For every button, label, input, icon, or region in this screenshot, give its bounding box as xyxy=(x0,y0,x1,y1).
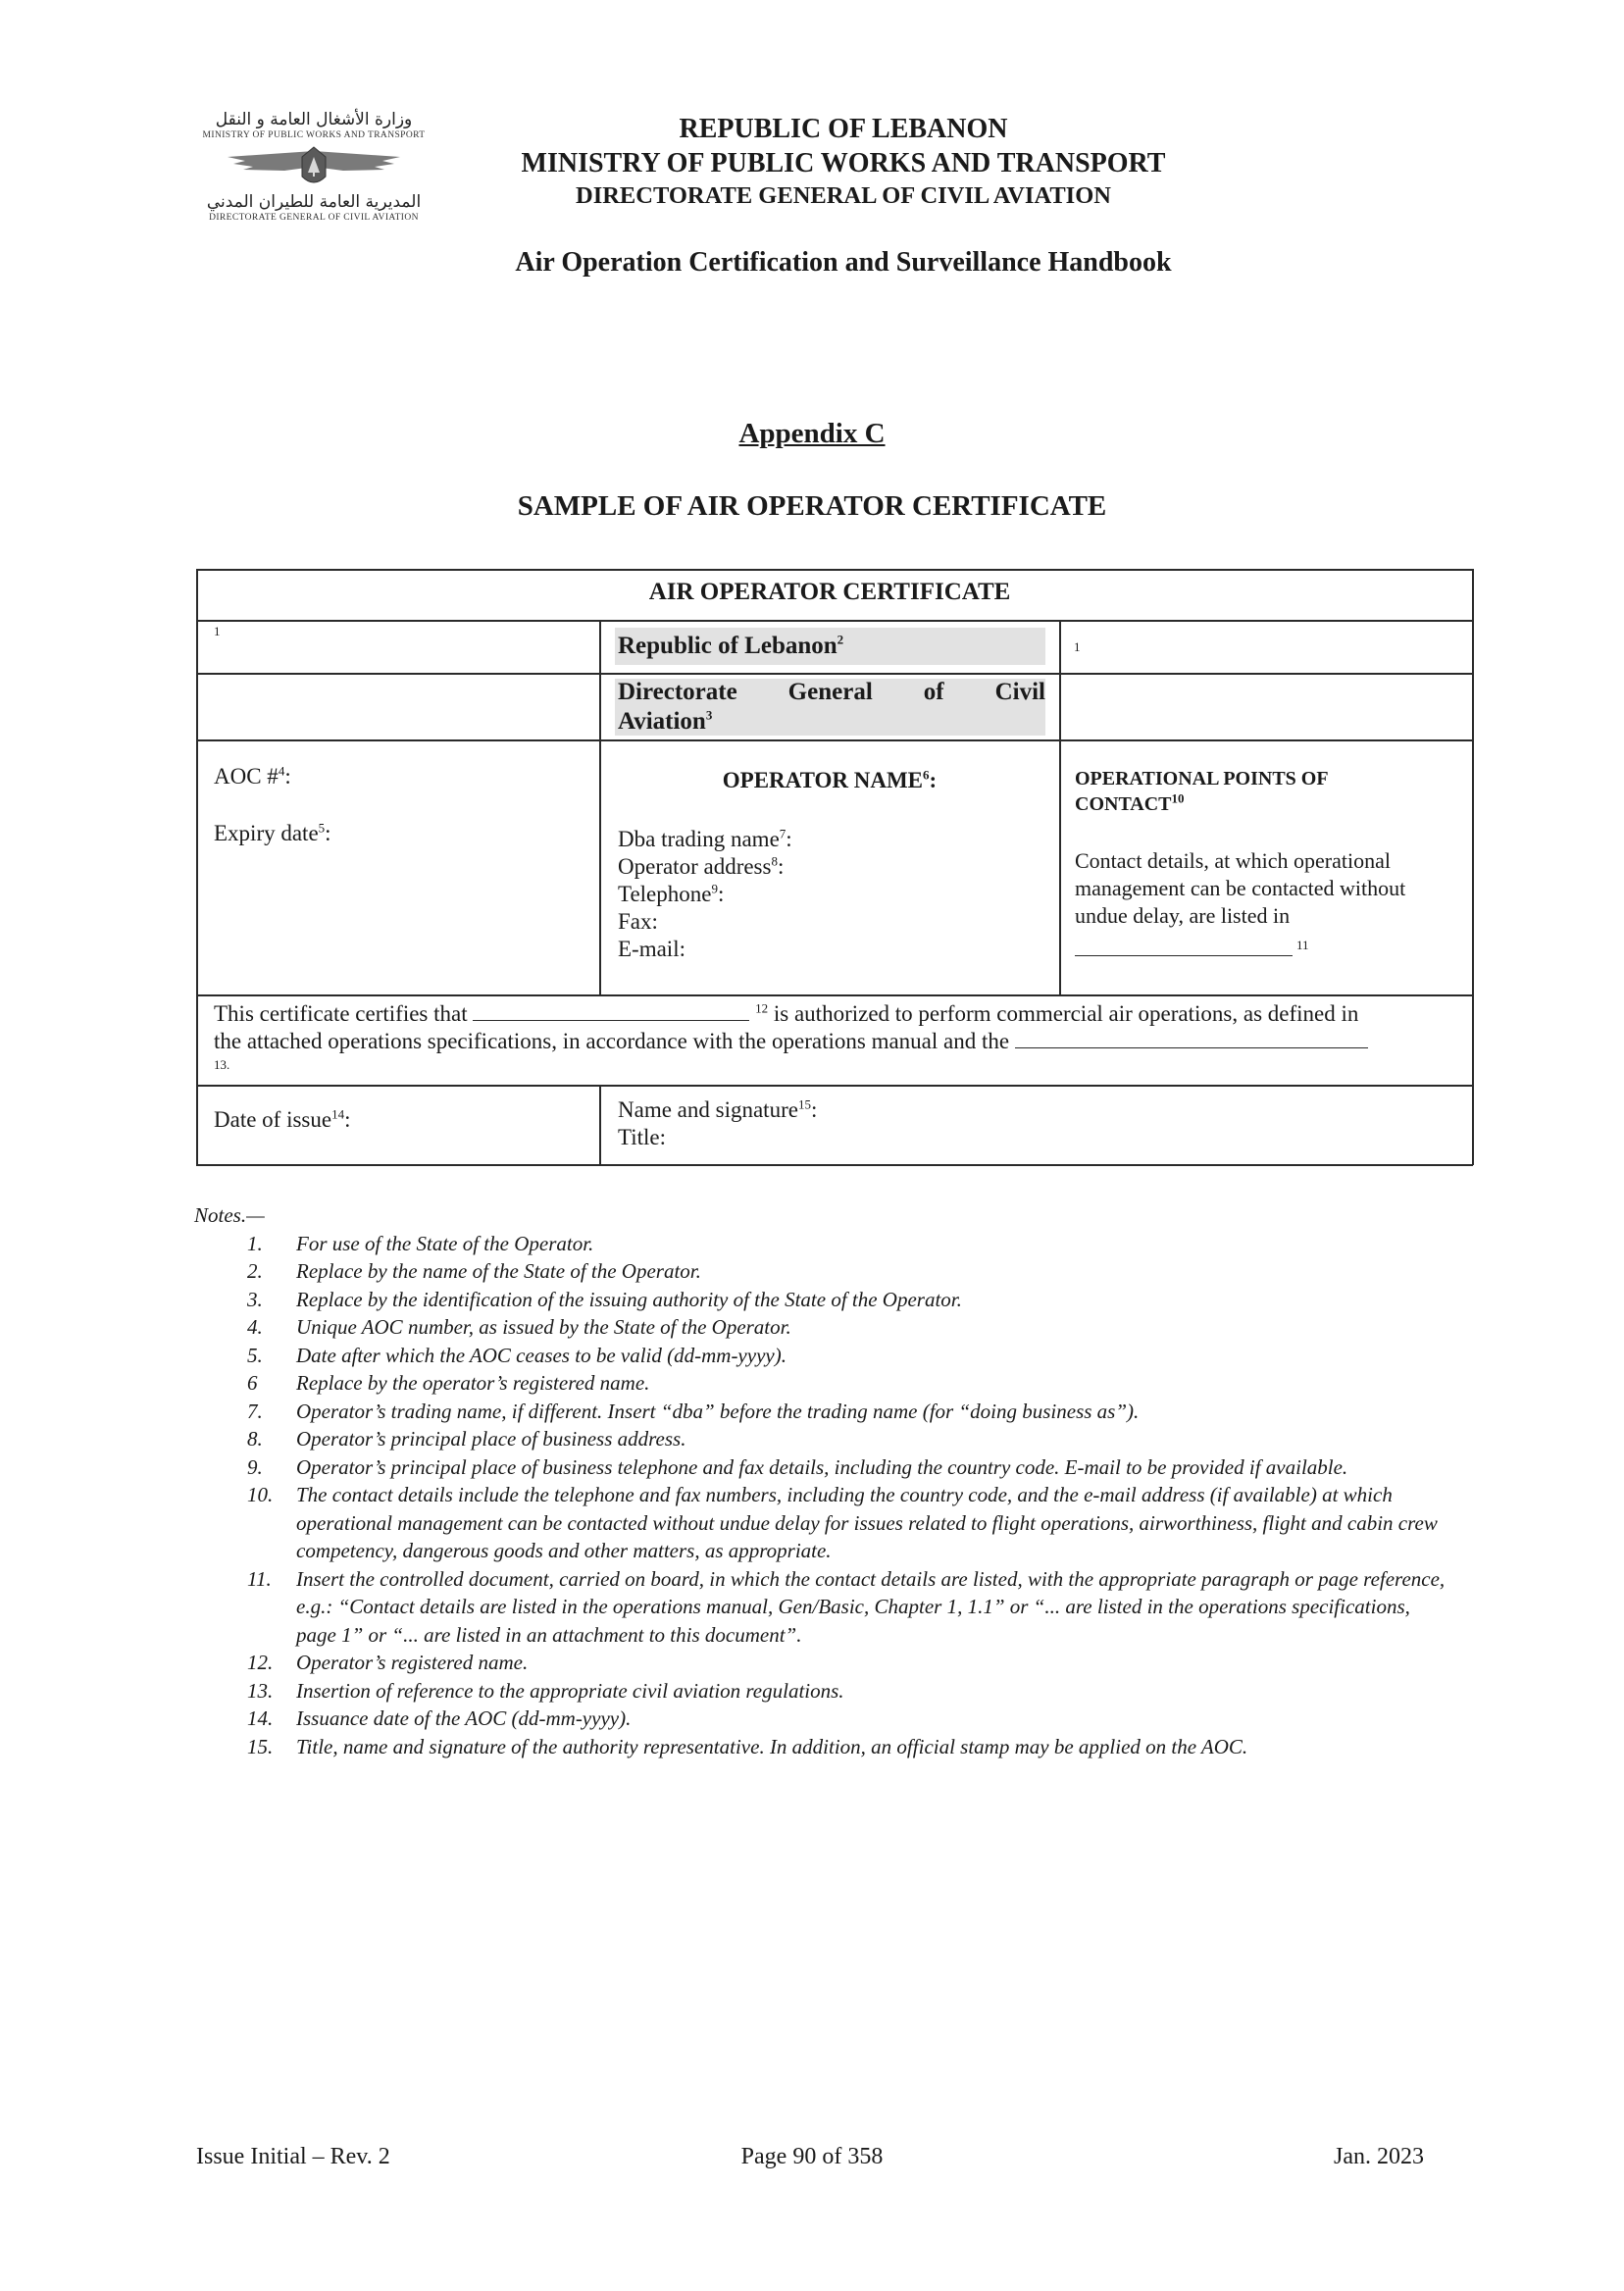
authority-line1: Directorate General of Civil xyxy=(618,679,1045,705)
note-text: Operator’s principal place of business address. xyxy=(296,1427,686,1451)
note-number: 2. xyxy=(247,1259,263,1283)
note-item xyxy=(194,1342,1449,1370)
telephone-label: Telephone$^9$: xyxy=(618,881,725,906)
note-number: 15. xyxy=(247,1734,274,1758)
aoc-number-label: AOC #$^4$: xyxy=(214,763,291,789)
handbook-title: Air Operation Certification and Surveillance Handbook xyxy=(515,247,1172,278)
title-label: Title: xyxy=(618,1125,667,1149)
certificate-title: AIR OPERATOR CERTIFICATE xyxy=(648,579,1011,605)
footer-issue: Issue Initial – Rev. 2 xyxy=(196,2144,390,2169)
note-item xyxy=(194,1257,1449,1286)
note-number: 8. xyxy=(247,1427,263,1451)
footer-page-number: Page 90 of 358 xyxy=(740,2144,884,2169)
operator-name-label: OPERATOR NAME$^6$: xyxy=(722,767,938,792)
note-text: Insertion of reference to the appropriate civil aviation regulations. xyxy=(296,1678,844,1703)
left-cell-ref: 1 xyxy=(214,624,221,638)
note-item xyxy=(194,1398,1449,1426)
ops-contact-title-line2: CONTACT$^{10}$ xyxy=(1075,790,1185,815)
note-item xyxy=(194,1313,1449,1342)
note-item xyxy=(194,1733,1449,1761)
note-number: 12. xyxy=(247,1651,274,1674)
dgca-logo xyxy=(177,110,451,242)
right-cell-ref: 1 xyxy=(1074,639,1081,654)
note-text: For use of the State of the Operator. xyxy=(296,1231,594,1255)
note-item xyxy=(194,1369,1449,1398)
date-of-issue-label: Date of issue$^{14}$: xyxy=(214,1106,351,1132)
note-item xyxy=(194,1481,1449,1565)
sample-title: SAMPLE OF AIR OPERATOR CERTIFICATE xyxy=(517,490,1107,522)
footer-date: Jan. 2023 xyxy=(1334,2144,1424,2169)
appendix-heading: Appendix C xyxy=(738,418,886,449)
notes-section xyxy=(194,1201,1449,1760)
note-text: Date after which the AOC ceases to be valid (dd-mm-yyyy). xyxy=(296,1343,787,1367)
note-number: 9. xyxy=(247,1454,263,1479)
operator-name-blank xyxy=(473,1000,749,1021)
authority-line2: Aviation$^3$ xyxy=(618,707,713,735)
note-text: Unique AOC number, as issued by the State of the Operator. xyxy=(296,1315,791,1339)
note-item xyxy=(194,1649,1449,1677)
notes-list xyxy=(194,1230,1449,1761)
notes-title: Notes.— xyxy=(194,1203,265,1227)
header-directorate: DIRECTORATE GENERAL OF CIVIL AVIATION xyxy=(576,182,1111,209)
note-number: 4. xyxy=(247,1315,263,1339)
operator-address-label: Operator address$^8$: xyxy=(618,853,785,879)
logo-arabic-ministry: وزارة الأشغال العامة و النقل xyxy=(215,110,413,129)
logo-dgca-text: DIRECTORATE GENERAL OF CIVIL AVIATION xyxy=(209,213,419,223)
note-number: 14. xyxy=(247,1706,274,1730)
logo-arabic-dgca: المديرية العامة للطيران المدني xyxy=(206,192,422,212)
state-name: Republic of Lebanon$^2$ xyxy=(618,632,844,659)
note-number: 13. xyxy=(247,1678,274,1703)
contact-details-line2: management can be contacted without xyxy=(1075,876,1406,900)
note-text: Replace by the operator’s registered name. xyxy=(296,1371,650,1395)
note-item xyxy=(194,1453,1449,1482)
contact-ref: 11 xyxy=(1296,938,1309,952)
note-text: Replace by the identification of the issuing authority of the State of the Operator. xyxy=(296,1287,962,1311)
note-text: Operator’s trading name, if different. Insert “dba” before the trading name (for “doing business as”). xyxy=(296,1399,1140,1423)
note-number: 11. xyxy=(247,1566,272,1591)
contact-blank-line xyxy=(1075,955,1293,956)
note-item xyxy=(194,1565,1449,1650)
note-text: Insert the controlled document, carried on board, in which the contact details are listed, with the appropriate paragraph or page reference, e.g.: “Contact details are listed in the operations manual, Gen/Basic, Chapter 1, 1.1” or “... are listed in the operations specifications, page 1” or “... are listed in an attachment to this document”. xyxy=(296,1566,1446,1647)
note-text: Replace by the name of the State of the Operator. xyxy=(296,1259,701,1283)
regulations-blank xyxy=(1015,1028,1368,1048)
note-item xyxy=(194,1705,1449,1733)
dba-trading-name-label: Dba trading name$^7$: xyxy=(618,826,792,851)
ops-contact-title-line1: OPERATIONAL POINTS OF xyxy=(1075,768,1329,789)
aviation-wings-icon xyxy=(216,143,412,190)
email-label: E-mail: xyxy=(618,937,685,961)
note-item xyxy=(194,1425,1449,1453)
note-number: 1. xyxy=(247,1231,263,1255)
expiry-date-label: Expiry date$^5$: xyxy=(214,820,331,845)
note-text: The contact details include the telephone and fax numbers, including the country code, and the e-mail address (if available) at which operational management can be contacted without undue delay for issues related to flight operations, airworthiness, flight and cabin crew competency, dangerous goods and other matters, as appropriate. xyxy=(296,1483,1438,1562)
certifies-ref-13: 13. xyxy=(214,1057,230,1072)
contact-details-line1: Contact details, at which operational xyxy=(1075,848,1391,873)
note-text: Operator’s registered name. xyxy=(296,1651,529,1674)
contact-details-line3: undue delay, are listed in xyxy=(1075,903,1291,928)
note-number: 10. xyxy=(247,1483,274,1506)
note-number: 6 xyxy=(247,1371,258,1395)
name-signature-label: Name and signature$^{15}$: xyxy=(618,1096,818,1122)
logo-ministry-text: MINISTRY OF PUBLIC WORKS AND TRANSPORT xyxy=(202,130,426,140)
note-item xyxy=(194,1677,1449,1706)
header-ministry: MINISTRY OF PUBLIC WORKS AND TRANSPORT xyxy=(521,148,1166,178)
note-item xyxy=(194,1230,1449,1258)
note-text: Operator’s principal place of business telephone and fax details, including the country code. E-mail to be provided if available. xyxy=(296,1454,1348,1479)
certifies-line1: This certificate certifies that $^{12}$ is authorized to perform commercial air operations, as defined in xyxy=(214,1000,1359,1026)
certifies-line2: the attached operations specifications, in accordance with the operations manual and the xyxy=(214,1028,1368,1055)
note-item xyxy=(194,1286,1449,1314)
note-number: 3. xyxy=(247,1287,263,1311)
note-number: 5. xyxy=(247,1343,263,1367)
fax-label: Fax: xyxy=(618,909,658,934)
note-number: 7. xyxy=(247,1399,263,1423)
header-republic: REPUBLIC OF LEBANON xyxy=(679,114,1008,144)
note-text: Issuance date of the AOC (dd-mm-yyyy). xyxy=(296,1706,632,1730)
note-text: Title, name and signature of the authority representative. In addition, an official stamp may be applied on the AOC. xyxy=(296,1734,1248,1758)
